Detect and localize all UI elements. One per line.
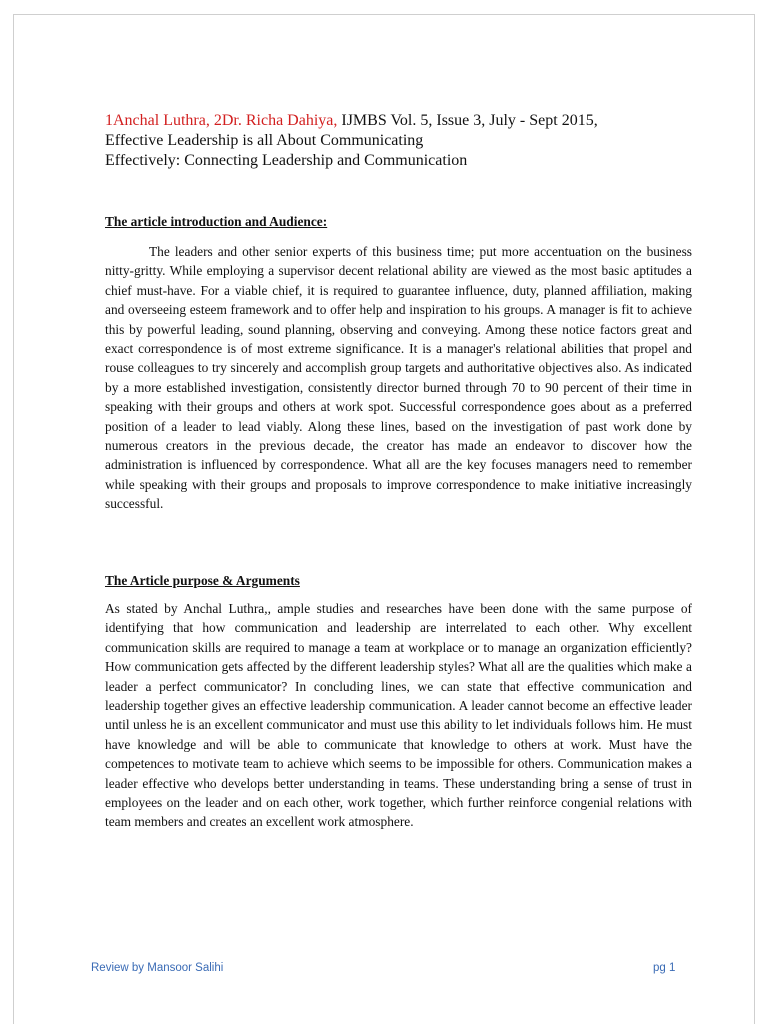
section-title-introduction: The article introduction and Audience: [105, 214, 328, 229]
document-page [13, 14, 755, 1024]
section-body-introduction: The leaders and other senior experts of this business time; put more accentuation on the business nitty-gritty. While employing a supervisor decent relational ability are viewed as the most basic aptitudes a chief must-have. For a viable chief, it is required to guarantee influence, duty, planned affiliation, making and overseeing esteem framework and to offer help and inspiration to his groups. A manager is fit to achieve this by powerful leading, sound planning, observing and conveying. Among these notice factors great and exact correspondence is of most extreme significance. It is a manager's relational abilities that propel and rouse colleagues to try sincerely and accomplish group targets and authoritative objectives also. As indicated by a more established investigation, consistently director burned through 70 to 90 percent of their time in speaking with their groups and others at work spot. Successful correspondence goes about as a preferred position of a leader to lead viably. Along these lines, based on the investigation of past work done by numerous creators in the previous decade, the creator has made an endeavor to discover how the administration is influenced by correspondence. What all are the key focuses managers need to remember while speaking with their groups and proposals to improve correspondence to make initiative increasingly successful. [105, 244, 692, 512]
journal-citation: IJMBS Vol. 5, Issue 3, July - Sept 2015, [337, 112, 598, 129]
article-heading [105, 111, 705, 171]
section-title-purpose: The Article purpose & Arguments [105, 573, 300, 588]
footer-page-number: pg 1 [653, 962, 676, 974]
citation-line [105, 111, 705, 131]
article-title-line-2: Effectively: Connecting Leadership and Communication [105, 152, 468, 169]
article-title-line-1: Effective Leadership is all About Communicating [105, 132, 424, 149]
section-body-purpose: As stated by Anchal Luthra,, ample studies and researches have been done with the same purpose of identifying that how communication and leadership are interrelated to each other. Why excellent communication skills are required to manage a team at workplace or to manage an organization efficiently? How communication gets affected by the different leadership styles? What all are the qualities which make a leader a perfect communicator? In concluding lines, we can state that effective communication and leadership together gives an effective leadership communication. A leader cannot become an effective leader until unless he is an excellent communicator and must use this ability to let individuals follows him. He must have knowledge and will be able to communicate that knowledge to others at work. Must have the competences to motivate team to achieve which seems to be impossible for others. Communication makes a leader effective who develops better understanding in teams. These understanding bring a sense of trust in employees on the leader and on each other, work together, which further reinforce congenial relations with team members and creates an excellent work atmosphere. [105, 601, 692, 830]
footer-reviewer: Review by Mansoor Salihi [91, 962, 224, 974]
authors: 1Anchal Luthra, 2Dr. Richa Dahiya, [105, 112, 338, 129]
